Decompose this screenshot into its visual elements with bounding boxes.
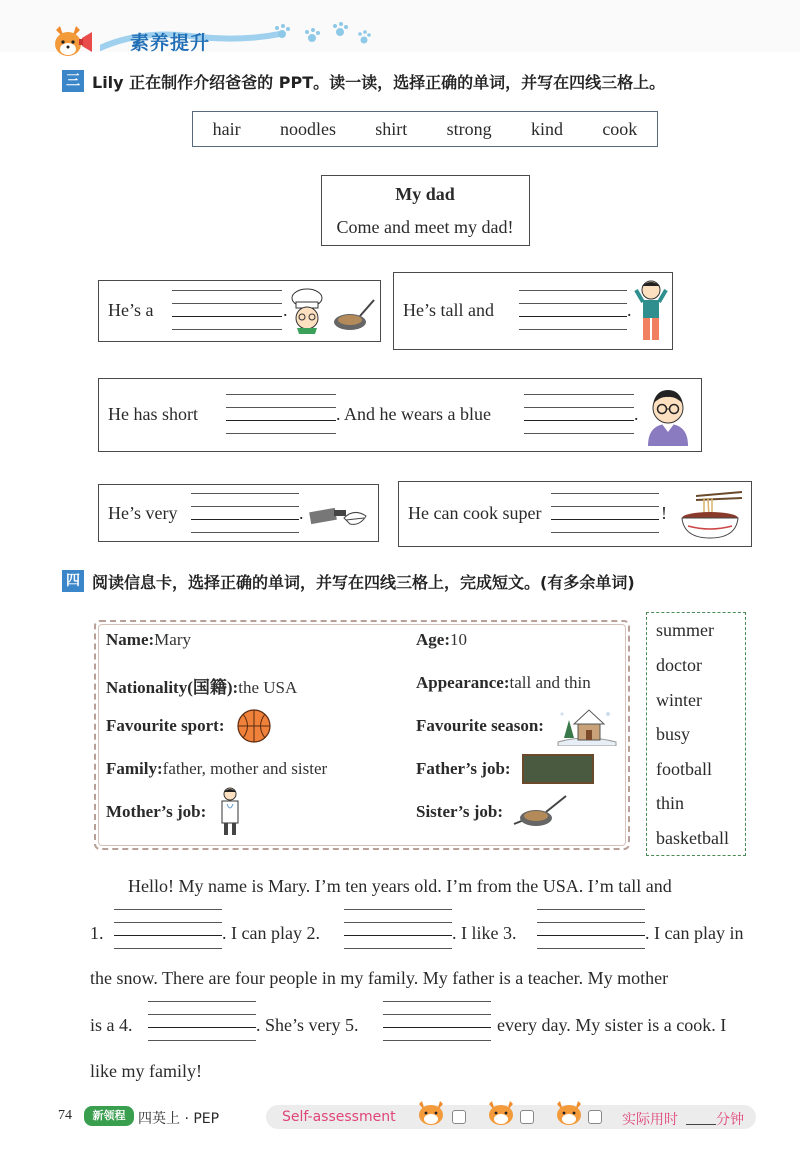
fox-rating-icon [554,1101,584,1127]
age-value: 10 [449,630,467,649]
fox-rating-icon [486,1101,516,1127]
passage-after-5: every day. My sister is a cook. I [497,1015,727,1035]
slide-1-period: . [283,300,288,320]
passage-blank-4[interactable] [148,1001,256,1041]
question-4-instruction: 阅读信息卡，选择正确的单词，并写在四线三格上，完成短文。(有多余单词) [92,573,635,592]
brand-logo: 新领程 [84,1106,134,1126]
rating-checkbox[interactable] [520,1110,534,1124]
passage-blank-2[interactable] [344,909,452,949]
appearance-label: Appearance: [416,673,510,692]
word-bank-item: hair [212,118,241,139]
word-choice: busy [656,724,691,744]
rating-checkbox[interactable] [452,1110,466,1124]
strong-man-icon [634,278,668,344]
sport-label: Favourite sport: [106,716,225,735]
family-row [106,759,327,779]
sister-job-label: Sister’s job: [416,802,504,821]
title-card-subtitle: Come and meet my dad! [336,217,514,237]
passage-after-2: . I like 3. [452,923,517,943]
passage-blank-5[interactable] [383,1001,491,1041]
sport-row [106,716,225,736]
family-value: father, mother and sister [162,759,328,778]
chef-icon [288,288,326,336]
doctor-icon [218,786,242,836]
word-choice: doctor [656,655,702,675]
word-bank-item: strong [446,118,492,139]
handshake-knife-icon [306,496,374,534]
question-4-badge: 四 [62,570,84,592]
passage-after-4: . She’s very 5. [256,1015,359,1035]
slide-4-period: . [299,503,304,523]
word-choice: thin [656,793,685,813]
slide-4-text: He’s very [108,503,178,523]
title-card-heading: My dad [395,184,455,204]
paw-prints-icon [272,22,372,48]
slide-5-text: He can cook super [408,503,542,523]
passage-is-a: is a 4. [90,1015,133,1035]
snowy-house-icon [556,704,618,746]
section-title: 素养提升 [130,32,211,54]
family-label: Family: [106,759,163,778]
writing-lines-3a[interactable] [226,394,336,434]
writing-lines-1[interactable] [172,290,282,330]
mother-job-row [106,802,206,822]
nationality-label: Nationality(国籍): [106,678,239,697]
blank-1-number: 1. [90,923,104,943]
boy-with-glasses-icon [642,384,694,446]
slide-3-text-b: . And he wears a blue [336,404,491,424]
word-bank-item: shirt [375,118,408,139]
fox-mascot-icon [52,24,94,60]
father-job-label: Father’s job: [416,759,511,778]
title-card [321,175,530,246]
question-3-instruction: Lily 正在制作介绍爸爸的 PPT。读一读，选择正确的单词，并写在四线三格上。 [92,73,666,92]
basketball-icon [236,708,272,744]
name-label: Name: [106,630,155,649]
frying-pan-icon [512,794,568,830]
mother-job-label: Mother’s job: [106,802,207,821]
passage-line-1: Hello! My name is Mary. I’m ten years old. I’m from the USA. I’m tall and [128,876,672,896]
writing-lines-5[interactable] [551,493,659,533]
word-choice: summer [656,620,714,640]
rating-checkbox[interactable] [588,1110,602,1124]
word-bank [192,111,658,147]
word-bank-item: cook [602,118,638,139]
slide-2-text: He’s tall and [403,300,494,320]
slide-3-period: . [634,404,639,424]
father-job-row [416,759,511,779]
passage-line-3: the snow. There are four people in my family. My father is a teacher. My mother [90,968,669,988]
noodle-bowl-icon [676,486,746,542]
page-number: 74 [58,1108,72,1123]
appearance-value: tall and thin [509,673,591,692]
writing-lines-3b[interactable] [524,394,634,434]
passage-blank-3[interactable] [537,909,645,949]
blackboard-icon [522,754,594,784]
time-used-blank[interactable] [686,1124,716,1125]
time-used-label: 实际用时 [622,1112,678,1128]
age-row [416,630,467,650]
slide-5-exclamation: ! [661,503,667,523]
passage-blank-1[interactable] [114,909,222,949]
slide-1-text: He’s a [108,300,154,320]
sister-job-row [416,802,503,822]
slide-3-text-a: He has short [108,404,198,424]
frying-pan-icon [330,298,376,334]
nationality-value: the USA [238,678,298,697]
season-row [416,716,544,736]
passage-after-3: . I can play in [645,923,744,943]
appearance-row [416,673,591,693]
self-assessment-label: Self-assessment [282,1109,396,1125]
age-label: Age: [416,630,450,649]
writing-lines-2[interactable] [519,290,627,330]
season-label: Favourite season: [416,716,544,735]
name-row [106,630,191,650]
writing-lines-4[interactable] [191,493,299,533]
word-bank-item: noodles [279,118,336,139]
word-choice: football [656,759,712,779]
nationality-row [106,673,297,698]
grade-label: 四英上 · PEP [138,1111,220,1127]
word-choice: winter [656,690,702,710]
question-3-badge: 三 [62,70,84,92]
name-value: Mary [154,630,191,649]
word-choice: basketball [656,828,729,848]
time-unit-label: 分钟 [716,1112,744,1128]
fox-rating-icon [416,1101,446,1127]
passage-line-5: like my family! [90,1061,202,1081]
passage-after-1: . I can play 2. [222,923,320,943]
word-bank-item: kind [530,118,563,139]
slide-2-period: . [627,300,632,320]
